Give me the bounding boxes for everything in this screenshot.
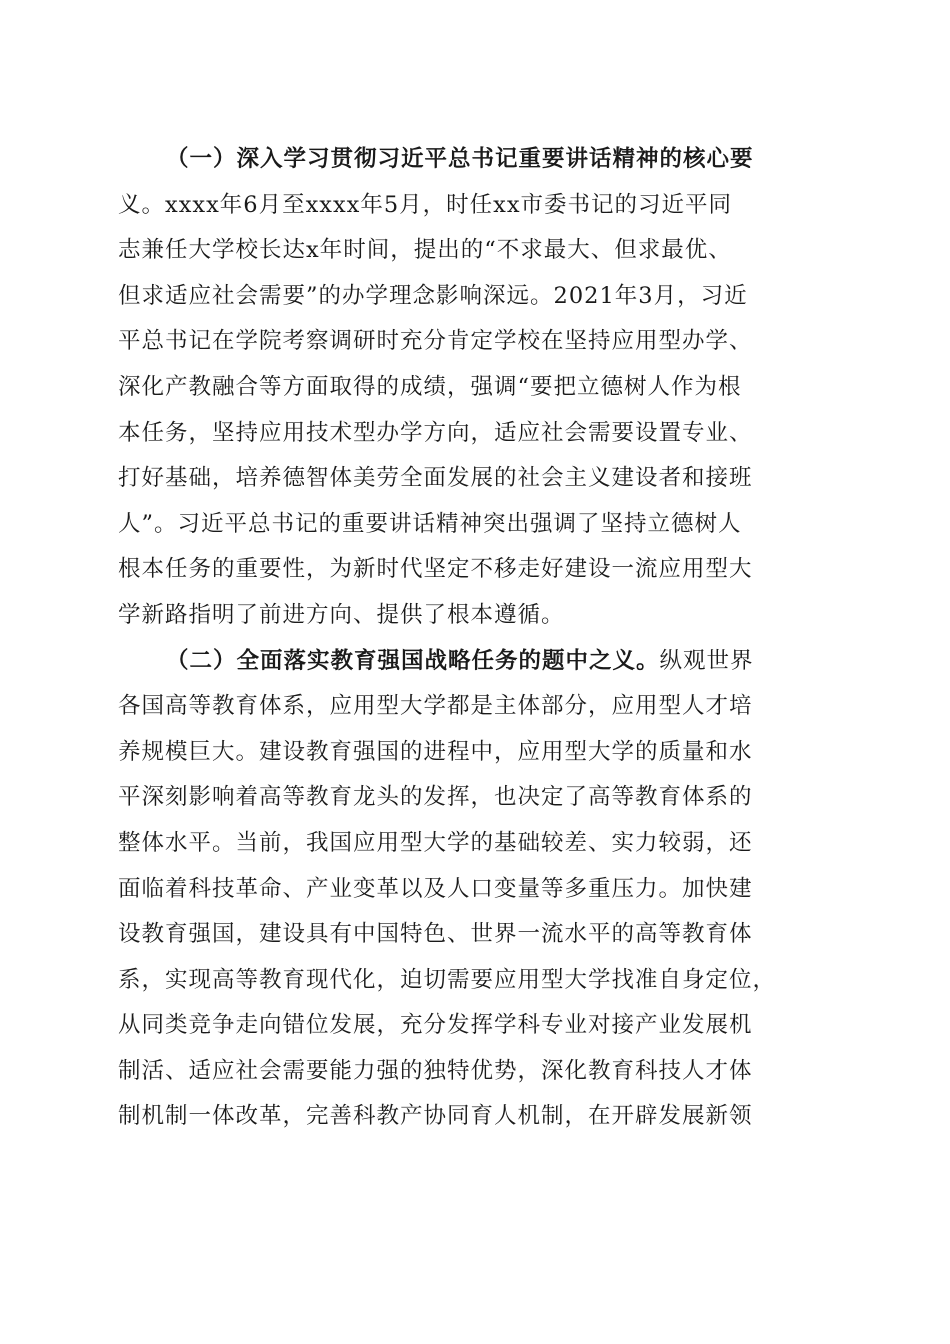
paragraph-line: 平深刻影响着高等教育龙头的发挥，也决定了高等教育体系的 (118, 784, 753, 811)
paragraph-line: 各国高等教育体系，应用型大学都是主体部分，应用型人才培 (118, 693, 753, 720)
paragraph-line: 根本任务的重要性，为新时代坚定不移走好建设一流应用型大 (118, 556, 753, 583)
paragraph-1 (118, 137, 834, 639)
paragraph-line: 深化产教融合等方面取得的成绩，强调“要把立德树人作为根 (118, 373, 742, 400)
document-page (118, 137, 834, 1140)
paragraph-line: 制活、适应社会需要能力强的独特优势，深化教育科技人才体 (118, 1057, 753, 1084)
paragraph-2-first-line (118, 639, 834, 685)
paragraph-line: 但求适应社会需要”的办学理念影响深远。2021年3月，习近 (118, 282, 748, 309)
paragraph-line: 制机制一体改革，完善科教产协同育人机制，在开辟发展新领 (118, 1103, 753, 1130)
paragraph-line: 面临着科技革命、产业变革以及人口变量等多重压力。加快建 (118, 875, 753, 902)
paragraph-line: 打好基础，培养德智体美劳全面发展的社会主义建设者和接班 (118, 465, 753, 492)
paragraph-line: 设教育强国，建设具有中国特色、世界一流水平的高等教育体 (118, 921, 753, 948)
paragraph-line: 义。xxxx年6月至xxxx年5月，时任xx市委书记的习近平同 (118, 191, 733, 218)
paragraph-line: 平总书记在学院考察调研时充分肯定学校在坚持应用型办学、 (118, 328, 753, 355)
paragraph-line: 人”。习近平总书记的重要讲话精神突出强调了坚持立德树人 (118, 510, 742, 537)
paragraph-line: 学新路指明了前进方向、提供了根本遵循。 (118, 601, 565, 628)
paragraph-2-heading: （二）全面落实教育强国战略任务的题中之义。 (166, 647, 660, 674)
paragraph-line: 养规模巨大。建设教育强国的进程中，应用型大学的质量和水 (118, 738, 753, 765)
paragraph-1-heading: （一）深入学习贯彻习近平总书记重要讲话精神的核心要 (166, 146, 754, 172)
paragraph-line: 从同类竞争走向错位发展，充分发挥学科专业对接产业发展机 (118, 1012, 753, 1039)
paragraph-2-heading-tail: 纵观世界 (659, 647, 754, 674)
paragraph-line: 志兼任大学校长达x年时间，提出的“不求最大、但求最优、 (118, 237, 732, 264)
paragraph-2 (118, 639, 834, 1141)
paragraph-line: 本任务，坚持应用技术型办学方向，适应社会需要设置专业、 (118, 419, 753, 446)
paragraph-line: 系，实现高等教育现代化，迫切需要应用型大学找准自身定位， (118, 966, 777, 993)
paragraph-line: 整体水平。当前，我国应用型大学的基础较差、实力较弱，还 (118, 829, 753, 856)
